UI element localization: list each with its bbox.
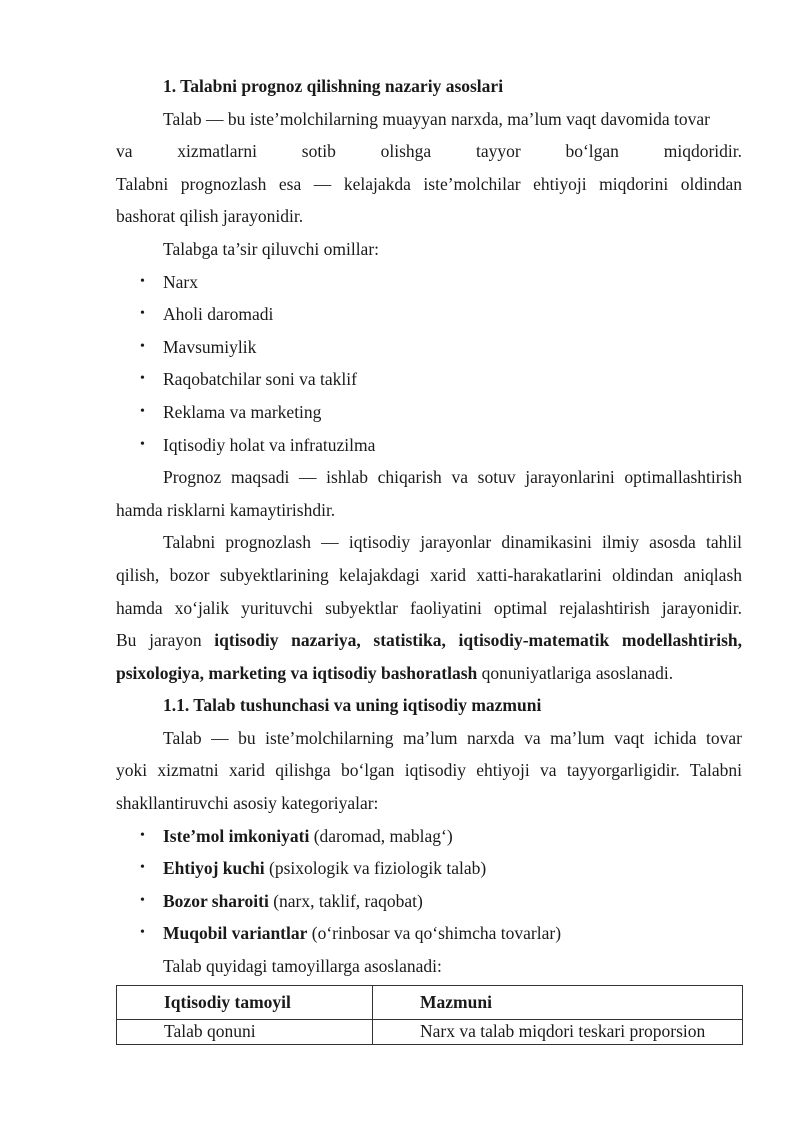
bullet-icon: • <box>140 827 145 843</box>
document-page <box>116 70 742 1045</box>
factors-list <box>116 266 742 462</box>
bullet-icon: • <box>140 306 145 322</box>
list-item: • Narx <box>116 266 742 299</box>
bold-phrase: psixologiya, marketing va iqtisodiy bashoratlash <box>116 662 478 683</box>
bullet-icon: • <box>140 273 145 289</box>
paragraph-line: yoki xizmatni xarid qilishga bo‘lgan iqtisodiy ehtiyoji va tayyorgarligidir. Talabni <box>116 760 742 781</box>
paragraph-line: shakllantiruvchi asosiy kategoriyalar: <box>116 793 379 814</box>
table-intro: Talab quyidagi tamoyillarga asoslanadi: <box>163 956 442 977</box>
table-header-cell: Mazmuni <box>373 985 743 1019</box>
paragraph-line: hamda xo‘jalik yurituvchi subyektlar faoliyatini optimal rejalashtirish jarayonidir. <box>116 597 742 618</box>
paragraph-line: Prognoz maqsadi — ishlab chiqarish va sotuv jarayonlarini optimallashtirish <box>163 467 742 488</box>
paragraph-line: psixologiya, marketing va iqtisodiy bashoratlash qonuniyatlariga asoslanadi. <box>116 662 674 683</box>
table-cell: Talab qonuni <box>117 1019 373 1044</box>
list-item: • Reklama va marketing <box>116 396 742 429</box>
bullet-icon: • <box>140 436 145 452</box>
categories-list <box>116 820 742 950</box>
table-header-row <box>117 985 743 1019</box>
principles-table <box>116 985 743 1045</box>
subsection-heading: 1.1. Talab tushunchasi va uning iqtisodiy mazmuni <box>163 695 542 716</box>
list-item: • Iste’mol imkoniyati (daromad, mablag‘) <box>116 820 742 853</box>
bullet-icon: • <box>140 925 145 941</box>
list-item: • Ehtiyoj kuchi (psixologik va fiziologik talab) <box>116 852 742 885</box>
list-item: • Bozor sharoiti (narx, taklif, raqobat) <box>116 885 742 918</box>
paragraph-line: Bu jarayon iqtisodiy nazariya, statistika, iqtisodiy-matematik modellashtirish, <box>116 630 742 651</box>
table-row <box>117 1019 743 1044</box>
table-cell: Narx va talab miqdori teskari proporsion <box>373 1019 743 1044</box>
list-item: • Muqobil variantlar (o‘rinbosar va qo‘shimcha tovarlar) <box>116 917 742 950</box>
bullet-icon: • <box>140 403 145 419</box>
bold-phrase: iqtisodiy nazariya, statistika, iqtisodiy-matematik modellashtirish, <box>214 630 742 651</box>
list-item: • Iqtisodiy holat va infratuzilma <box>116 429 742 462</box>
list-item: • Raqobatchilar soni va taklif <box>116 363 742 396</box>
paragraph-line: va xizmatlarni sotib olishga tayyor bo‘lgan miqdoridir. <box>116 141 742 162</box>
paragraph-line: Talab — bu iste’molchilarning ma’lum narxda va ma’lum vaqt ichida tovar <box>163 727 742 748</box>
paragraph-line: Talab — bu iste’molchilarning muayyan narxda, ma’lum vaqt davomida tovar <box>163 108 710 129</box>
section-heading: 1. Talabni prognoz qilishning nazariy asoslari <box>163 76 504 96</box>
bullet-icon: • <box>140 338 145 354</box>
list-item: • Mavsumiylik <box>116 331 742 364</box>
list-item: • Aholi daromadi <box>116 298 742 331</box>
table-header-cell: Iqtisodiy tamoyil <box>117 985 373 1019</box>
bullet-icon: • <box>140 892 145 908</box>
list-intro: Talabga ta’sir qiluvchi omillar: <box>163 238 380 259</box>
bullet-icon: • <box>140 860 145 876</box>
paragraph-line: Talabni prognozlash — iqtisodiy jarayonlar dinamikasini ilmiy asosda tahlil <box>163 532 742 553</box>
paragraph-line: Talabni prognozlash esa — kelajakda iste’molchilar ehtiyoji miqdorini oldindan <box>116 173 742 194</box>
paragraph-line: qilish, bozor subyektlarining kelajakdagi xarid xatti-harakatlarini oldindan aniqlash <box>116 564 742 585</box>
paragraph-line: hamda risklarni kamaytirishdir. <box>116 499 336 520</box>
paragraph-line: bashorat qilish jarayonidir. <box>116 206 304 227</box>
bullet-icon: • <box>140 371 145 387</box>
